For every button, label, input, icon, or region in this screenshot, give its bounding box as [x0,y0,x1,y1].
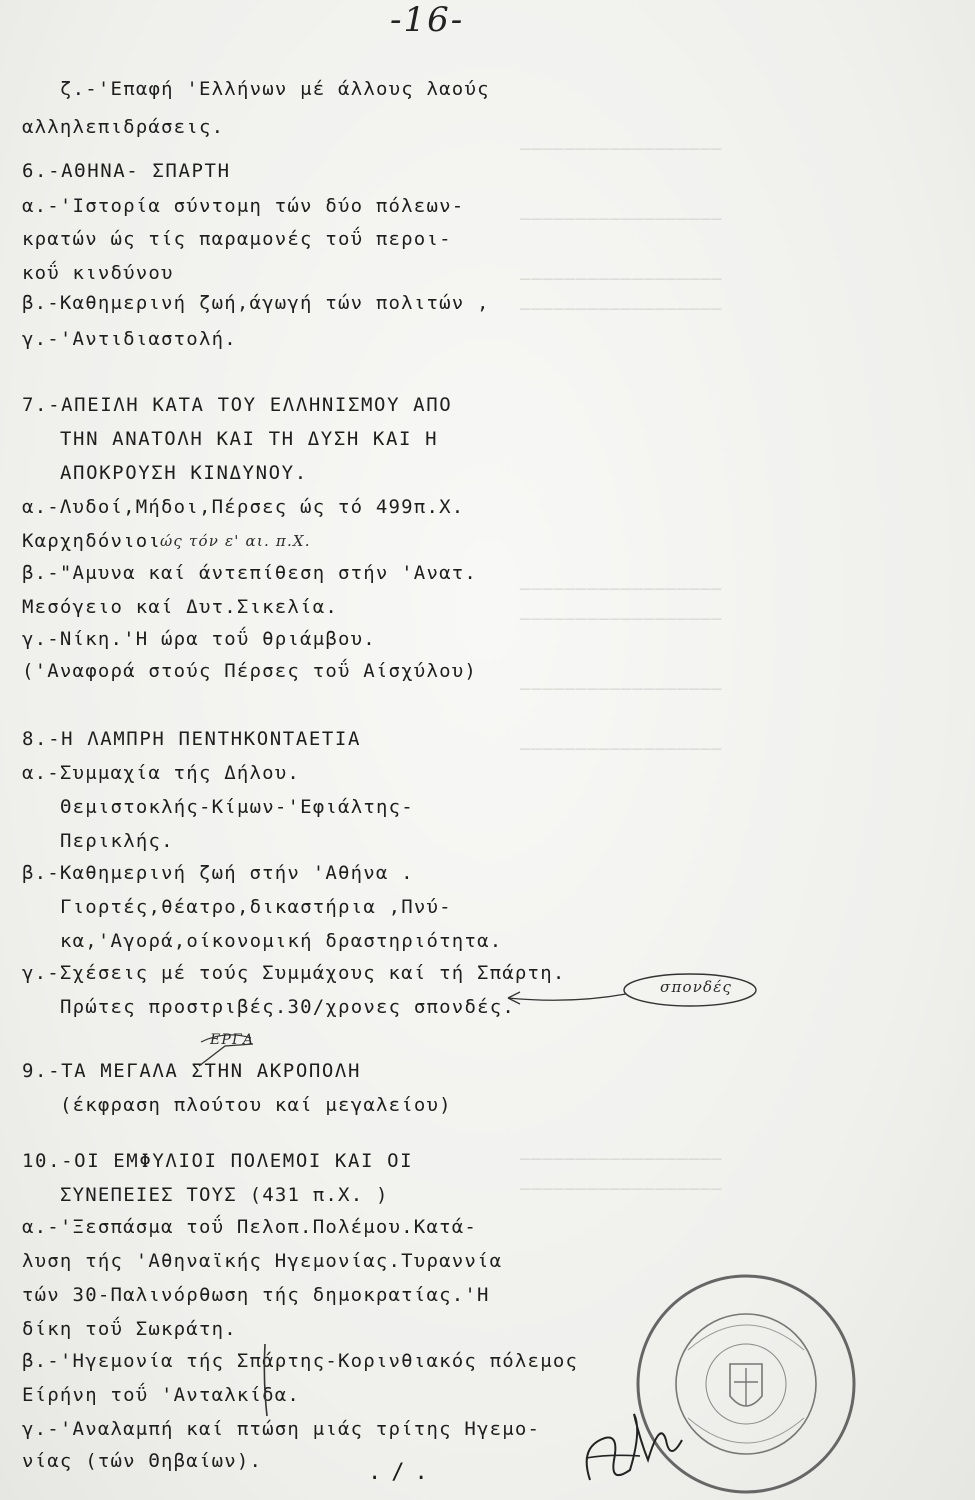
typed-line: β.-'Ηγεμονία τής Σπάρτης-Κορινθιακός πόλεμος [22,1350,579,1372]
handwritten-insert: ΕΡΓΑ [210,1032,255,1048]
typed-line: ζ.-'Επαφή 'Ελλήνων μέ άλλους λαούς [60,78,490,100]
page-number: -16- [390,0,465,40]
typed-line: δίκη τοΰ Σωκράτη. [22,1318,237,1340]
typed-line: ('Αναφορά στούς Πέρσες τοΰ Αίσχύλου) [22,660,478,682]
margin-note-oval [490,968,760,1028]
typed-line: (έκφραση πλούτου καί μεγαλείου) [60,1094,452,1116]
typed-line: β.-Καθημερινή ζωή,άγωγή τών πολιτών , [22,292,490,314]
typed-line: γ.-Νίκη.'Η ώρα τοΰ θριάμβου. [22,628,376,650]
pen-stroke [255,1340,275,1420]
typed-line: 9.-ΤΑ ΜΕΓΑΛΑ ΣΤΗΝ ΑΚΡΟΠΟΛΗ [22,1060,362,1082]
typed-line: ΣΥΝΕΠΕΙΕΣ ΤΟΥΣ (431 π.Χ. ) [60,1184,389,1206]
typed-line: β.-Καθημερινή ζωή στήν 'Αθήνα . [22,862,414,884]
typed-line: ΤΗΝ ΑΝΑΤΟΛΗ ΚΑΙ ΤΗ ΔΥΣΗ ΚΑΙ Η [60,428,439,450]
typed-line: α.-Λυδοί,Μήδοι,Πέρσες ώς τό 499π.Χ. [22,496,465,518]
signature [570,1400,700,1500]
page-footer-marker: ./. [368,1460,438,1485]
typed-line: γ.-'Αντιδιαστολή. [22,328,237,350]
typed-line: Μεσόγειο καί Δυτ.Σικελία. [22,596,338,618]
typed-line: νίας (τών Θηβαίων). [22,1450,263,1472]
typed-line: ΑΠΟΚΡΟΥΣΗ ΚΙΝΔΥΝΟΥ. [60,462,308,484]
typed-line: κρατών ώς τίς παραμονές τοΰ περοι- [22,228,452,250]
typed-line: Πρώτες προστριβές.30/χρονες σπονδές. [60,996,516,1018]
typed-line: Καρχηδόνιοι [22,530,162,552]
typed-line: α.-'Ιστορία σύντομη τών δύο πόλεων- [22,195,465,217]
typed-line: α.-Συμμαχία τής Δήλου. [22,762,301,784]
typed-line: κοΰ κινδύνου [22,262,174,284]
typed-line: Περικλής. [60,830,174,852]
typed-line: 10.-ΟΙ ΕΜΦΥΛΙΟΙ ΠΟΛΕΜΟΙ ΚΑΙ ΟΙ [22,1150,414,1172]
handwritten-note: ώς τόν ε' αι. π.Χ. [160,532,311,550]
document-page: -16- ────────────────── ────────────────── ────────────────── ────────────────── ────────────────── ────────────────── ────────────────── ────────────────── ────────────────── ────────────────── ζ.-'Επαφή 'Ελλήνων μέ άλλους λαούς αλληλεπιδράσεις. 6.-ΑΘΗΝΑ- ΣΠΑΡΤΗ α.-'Ιστορία σύντομη τών δύο πόλεων- κρατών ώς τίς παραμονές τοΰ περοι- κοΰ κινδύνου β.-Καθημερινή ζωή,άγωγή τών πολιτών , γ.-'Αντιδιαστολή. 7.-ΑΠΕΙΛΗ ΚΑΤΑ ΤΟΥ ΕΛΛΗΝΙΣΜΟΥ ΑΠΟ ΤΗΝ ΑΝΑΤΟΛΗ ΚΑΙ ΤΗ ΔΥΣΗ ΚΑΙ Η ΑΠΟΚΡΟΥΣΗ ΚΙΝΔΥΝΟΥ. α.-Λυδοί,Μήδοι,Πέρσες ώς τό 499π.Χ. Καρχηδόνιοι β.-"Αμυνα καί άντεπίθεση στήν 'Ανατ. Μεσόγειο καί Δυτ.Σικελία. γ.-Νίκη.'Η ώρα τοΰ θριάμβου. ('Αναφορά στούς Πέρσες τοΰ Αίσχύλου) 8.-Η ΛΑΜΠΡΗ ΠΕΝΤΗΚΟΝΤΑΕΤΙΑ α.-Συμμαχία τής Δήλου. Θεμιστοκλής-Κίμων-'Εφιάλτης- Περικλής. β.-Καθημερινή ζωή στήν 'Αθήνα . Γιορτές,θέατρο,δικαστήρια ,Πνύ- κα,'Αγορά,οίκονομική δραστηριότητα. γ.-Σχέσεις μέ τούς Συμμάχους καί τή Σπάρτη. Πρώτες προστριβές.30/χρονες σπονδές. 9.-ΤΑ ΜΕΓΑΛΑ ΣΤΗΝ ΑΚΡΟΠΟΛΗ (έκφραση πλούτου καί μεγαλείου) 10.-ΟΙ ΕΜΦΥΛΙΟΙ ΠΟΛΕΜΟΙ ΚΑΙ ΟΙ ΣΥΝΕΠΕΙΕΣ ΤΟΥΣ (431 π.Χ. ) α.-'Ξεσπάσμα τοΰ Πελοπ.Πολέμου.Κατά- λυση τής 'Αθηναϊκής Ηγεμονίας.Τυραννία τών 30-Παλινόρθωση τής δημοκρατίας.'Η δίκη τοΰ Σωκράτη. β.-'Ηγεμονία τής Σπάρτης-Κορινθιακός πόλεμος Είρήνη τοΰ 'Ανταλκίδα. γ.-'Αναλαμπή καί πτώση μιάς τρίτης Ηγεμο- νίας (τών Θηβαίων). ώς τόν ε' αι. π.Χ. σπονδές ΕΡΓΑ ./. [0,0,975,1500]
typed-line: γ.-Σχέσεις μέ τούς Συμμάχους καί τή Σπάρτη. [22,962,566,984]
handwritten-margin-note: σπονδές [660,978,733,996]
typed-line: τών 30-Παλινόρθωση τής δημοκρατίας.'Η [22,1284,490,1306]
typed-line: Θεμιστοκλής-Κίμων-'Εφιάλτης- [60,796,414,818]
typed-line: 6.-ΑΘΗΝΑ- ΣΠΑΡΤΗ [22,160,231,182]
typed-line: Είρήνη τοΰ 'Ανταλκίδα. [22,1384,301,1406]
typed-line: λυση τής 'Αθηναϊκής Ηγεμονίας.Τυραννία [22,1250,503,1272]
typed-line: β.-"Αμυνα καί άντεπίθεση στήν 'Ανατ. [22,562,478,584]
typed-line: 8.-Η ΛΑΜΠΡΗ ΠΕΝΤΗΚΟΝΤΑΕΤΙΑ [22,728,362,750]
typed-line: 7.-ΑΠΕΙΛΗ ΚΑΤΑ ΤΟΥ ΕΛΛΗΝΙΣΜΟΥ ΑΠΟ [22,394,453,416]
typed-line: γ.-'Αναλαμπή καί πτώση μιάς τρίτης Ηγεμο- [22,1418,541,1440]
typed-line: Γιορτές,θέατρο,δικαστήρια ,Πνύ- [60,896,452,918]
typed-line: α.-'Ξεσπάσμα τοΰ Πελοπ.Πολέμου.Κατά- [22,1216,478,1238]
typed-line: κα,'Αγορά,οίκονομική δραστηριότητα. [60,930,503,952]
typed-line: αλληλεπιδράσεις. [22,116,225,138]
